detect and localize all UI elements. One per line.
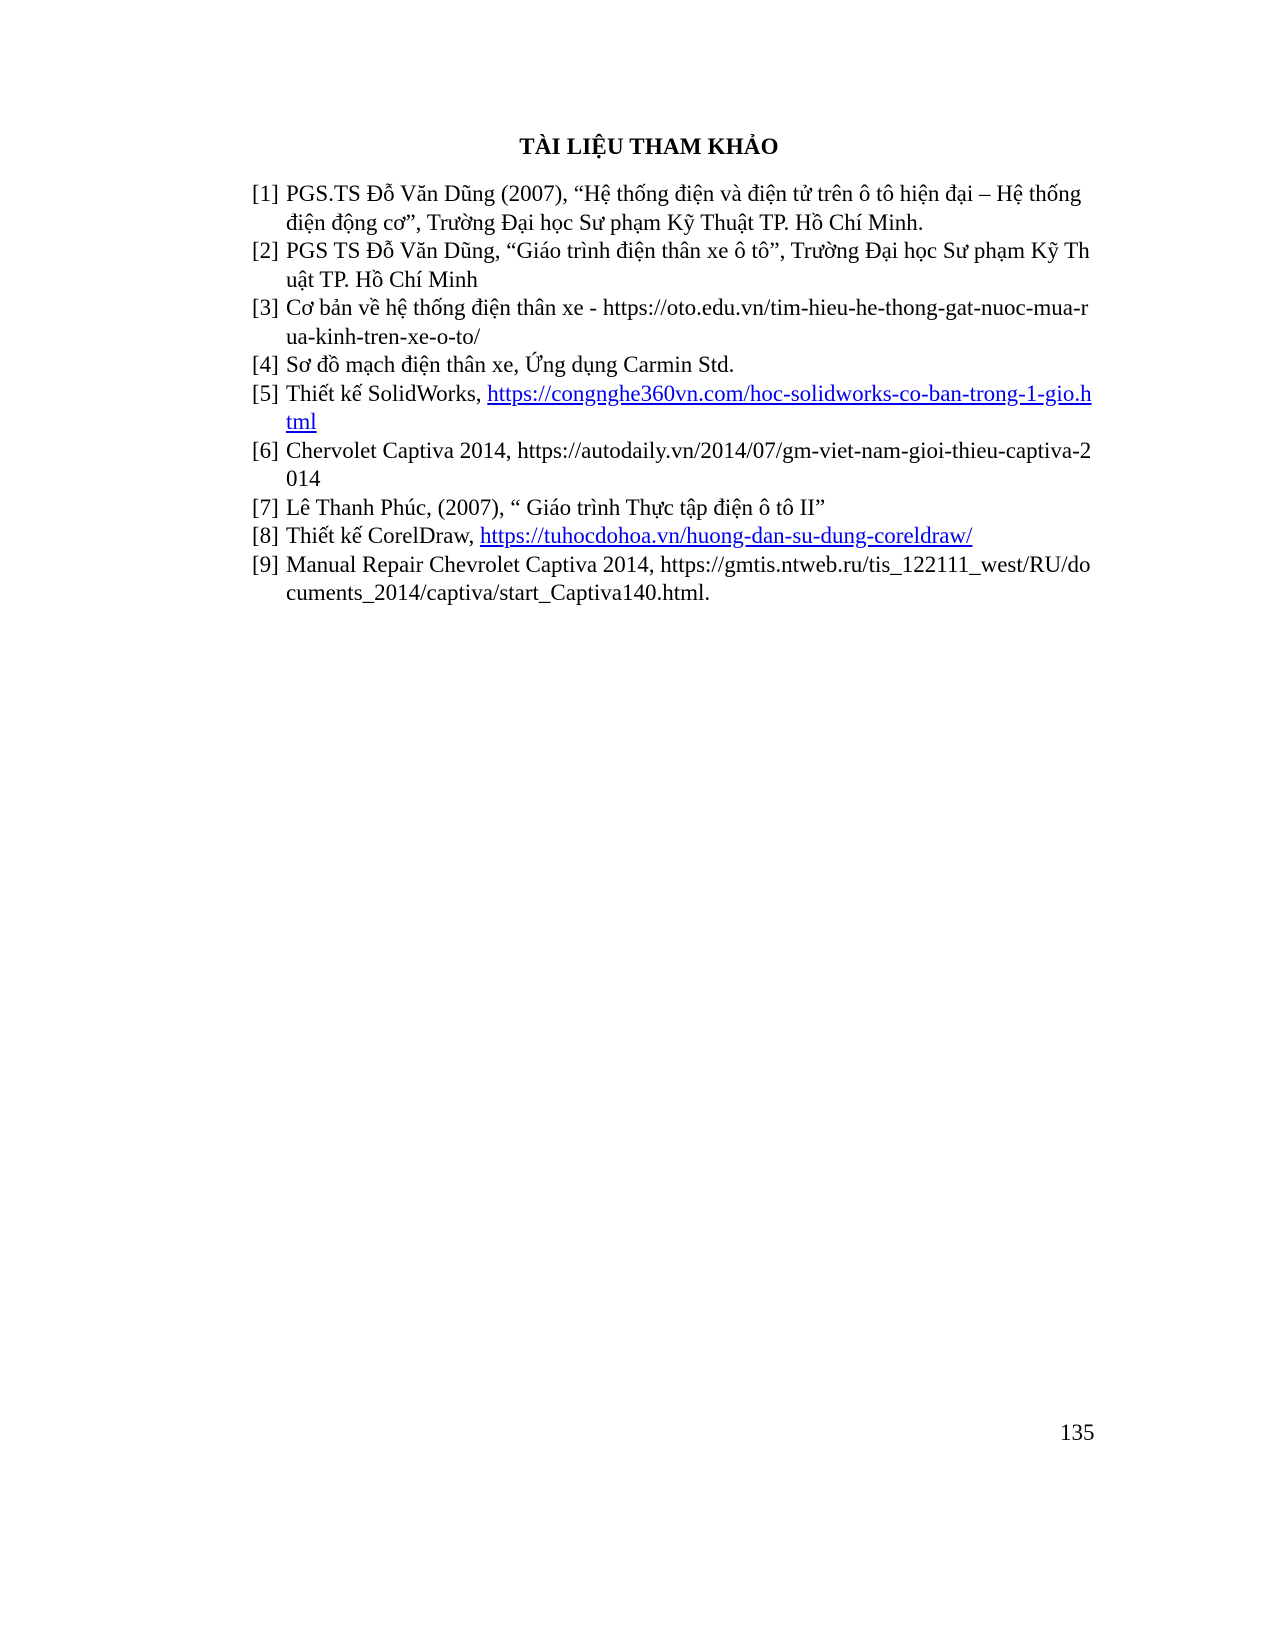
- reference-number: [9]: [252, 551, 279, 577]
- reference-number: [2]: [252, 238, 279, 263]
- reference-item-9: [252, 551, 1094, 608]
- reference-text: Thiết kế CorelDraw,: [286, 523, 480, 548]
- reference-item-5: [252, 380, 1094, 437]
- page-number: 135: [1060, 1420, 1095, 1445]
- reference-text: Sơ đồ mạch điện thân xe, Ứng dụng Carmin Std.: [286, 352, 735, 377]
- reference-number: [7]: [252, 494, 279, 520]
- reference-number: [1]: [252, 181, 279, 206]
- reference-link[interactable]: https://tuhocdohoa.vn/huong-dan-su-dung-coreldraw/: [479, 523, 973, 548]
- reference-item-4: [252, 351, 1094, 380]
- reference-item-7: [252, 494, 1094, 523]
- reference-link[interactable]: https://congnghe360vn.com/hoc-solidworks-co-ban-trong-1-gio.html: [286, 380, 1092, 434]
- reference-item-3: [252, 294, 1094, 351]
- reference-number: [8]: [252, 523, 279, 548]
- reference-item-6: [252, 437, 1094, 494]
- reference-text: PGS.TS Đỗ Văn Dũng (2007), “Hệ thống điện và điện tử trên ô tô hiện đại – Hệ thống điện động cơ”, Trường Đại học Sư phạm Kỹ Thuật TP. Hồ Chí Minh.: [286, 181, 1082, 235]
- reference-number: [5]: [252, 380, 279, 406]
- reference-item-2: [252, 237, 1094, 294]
- reference-text: PGS TS Đỗ Văn Dũng, “Giáo trình điện thân xe ô tô”, Trường Đại học Sư phạm Kỹ Thuật TP. Hồ Chí Minh: [286, 238, 1090, 292]
- reference-item-8: [252, 522, 1094, 551]
- reference-text: Cơ bản về hệ thống điện thân xe - https://oto.edu.vn/tim-hieu-he-thong-gat-nuoc-mua-rua-kinh-tren-xe-o-to/: [286, 295, 1089, 349]
- reference-number: [4]: [252, 352, 279, 377]
- reference-text: Thiết kế SolidWorks,: [286, 380, 488, 406]
- reference-list: [252, 180, 1094, 608]
- page-title: TÀI LIỆU THAM KHẢO: [519, 134, 779, 159]
- reference-text: Lê Thanh Phúc, (2007), “ Giáo trình Thực tập điện ô tô II”: [286, 494, 826, 520]
- reference-number: [3]: [252, 295, 279, 320]
- reference-text: Manual Repair Chevrolet Captiva 2014, https://gmtis.ntweb.ru/tis_122111_west/RU/documents_2014/captiva/start_Captiva140.html.: [286, 551, 1091, 605]
- reference-number: [6]: [252, 437, 279, 463]
- reference-text: Chervolet Captiva 2014, https://autodaily.vn/2014/07/gm-viet-nam-gioi-thieu-captiva-2014: [286, 437, 1092, 491]
- reference-item-1: [252, 180, 1094, 237]
